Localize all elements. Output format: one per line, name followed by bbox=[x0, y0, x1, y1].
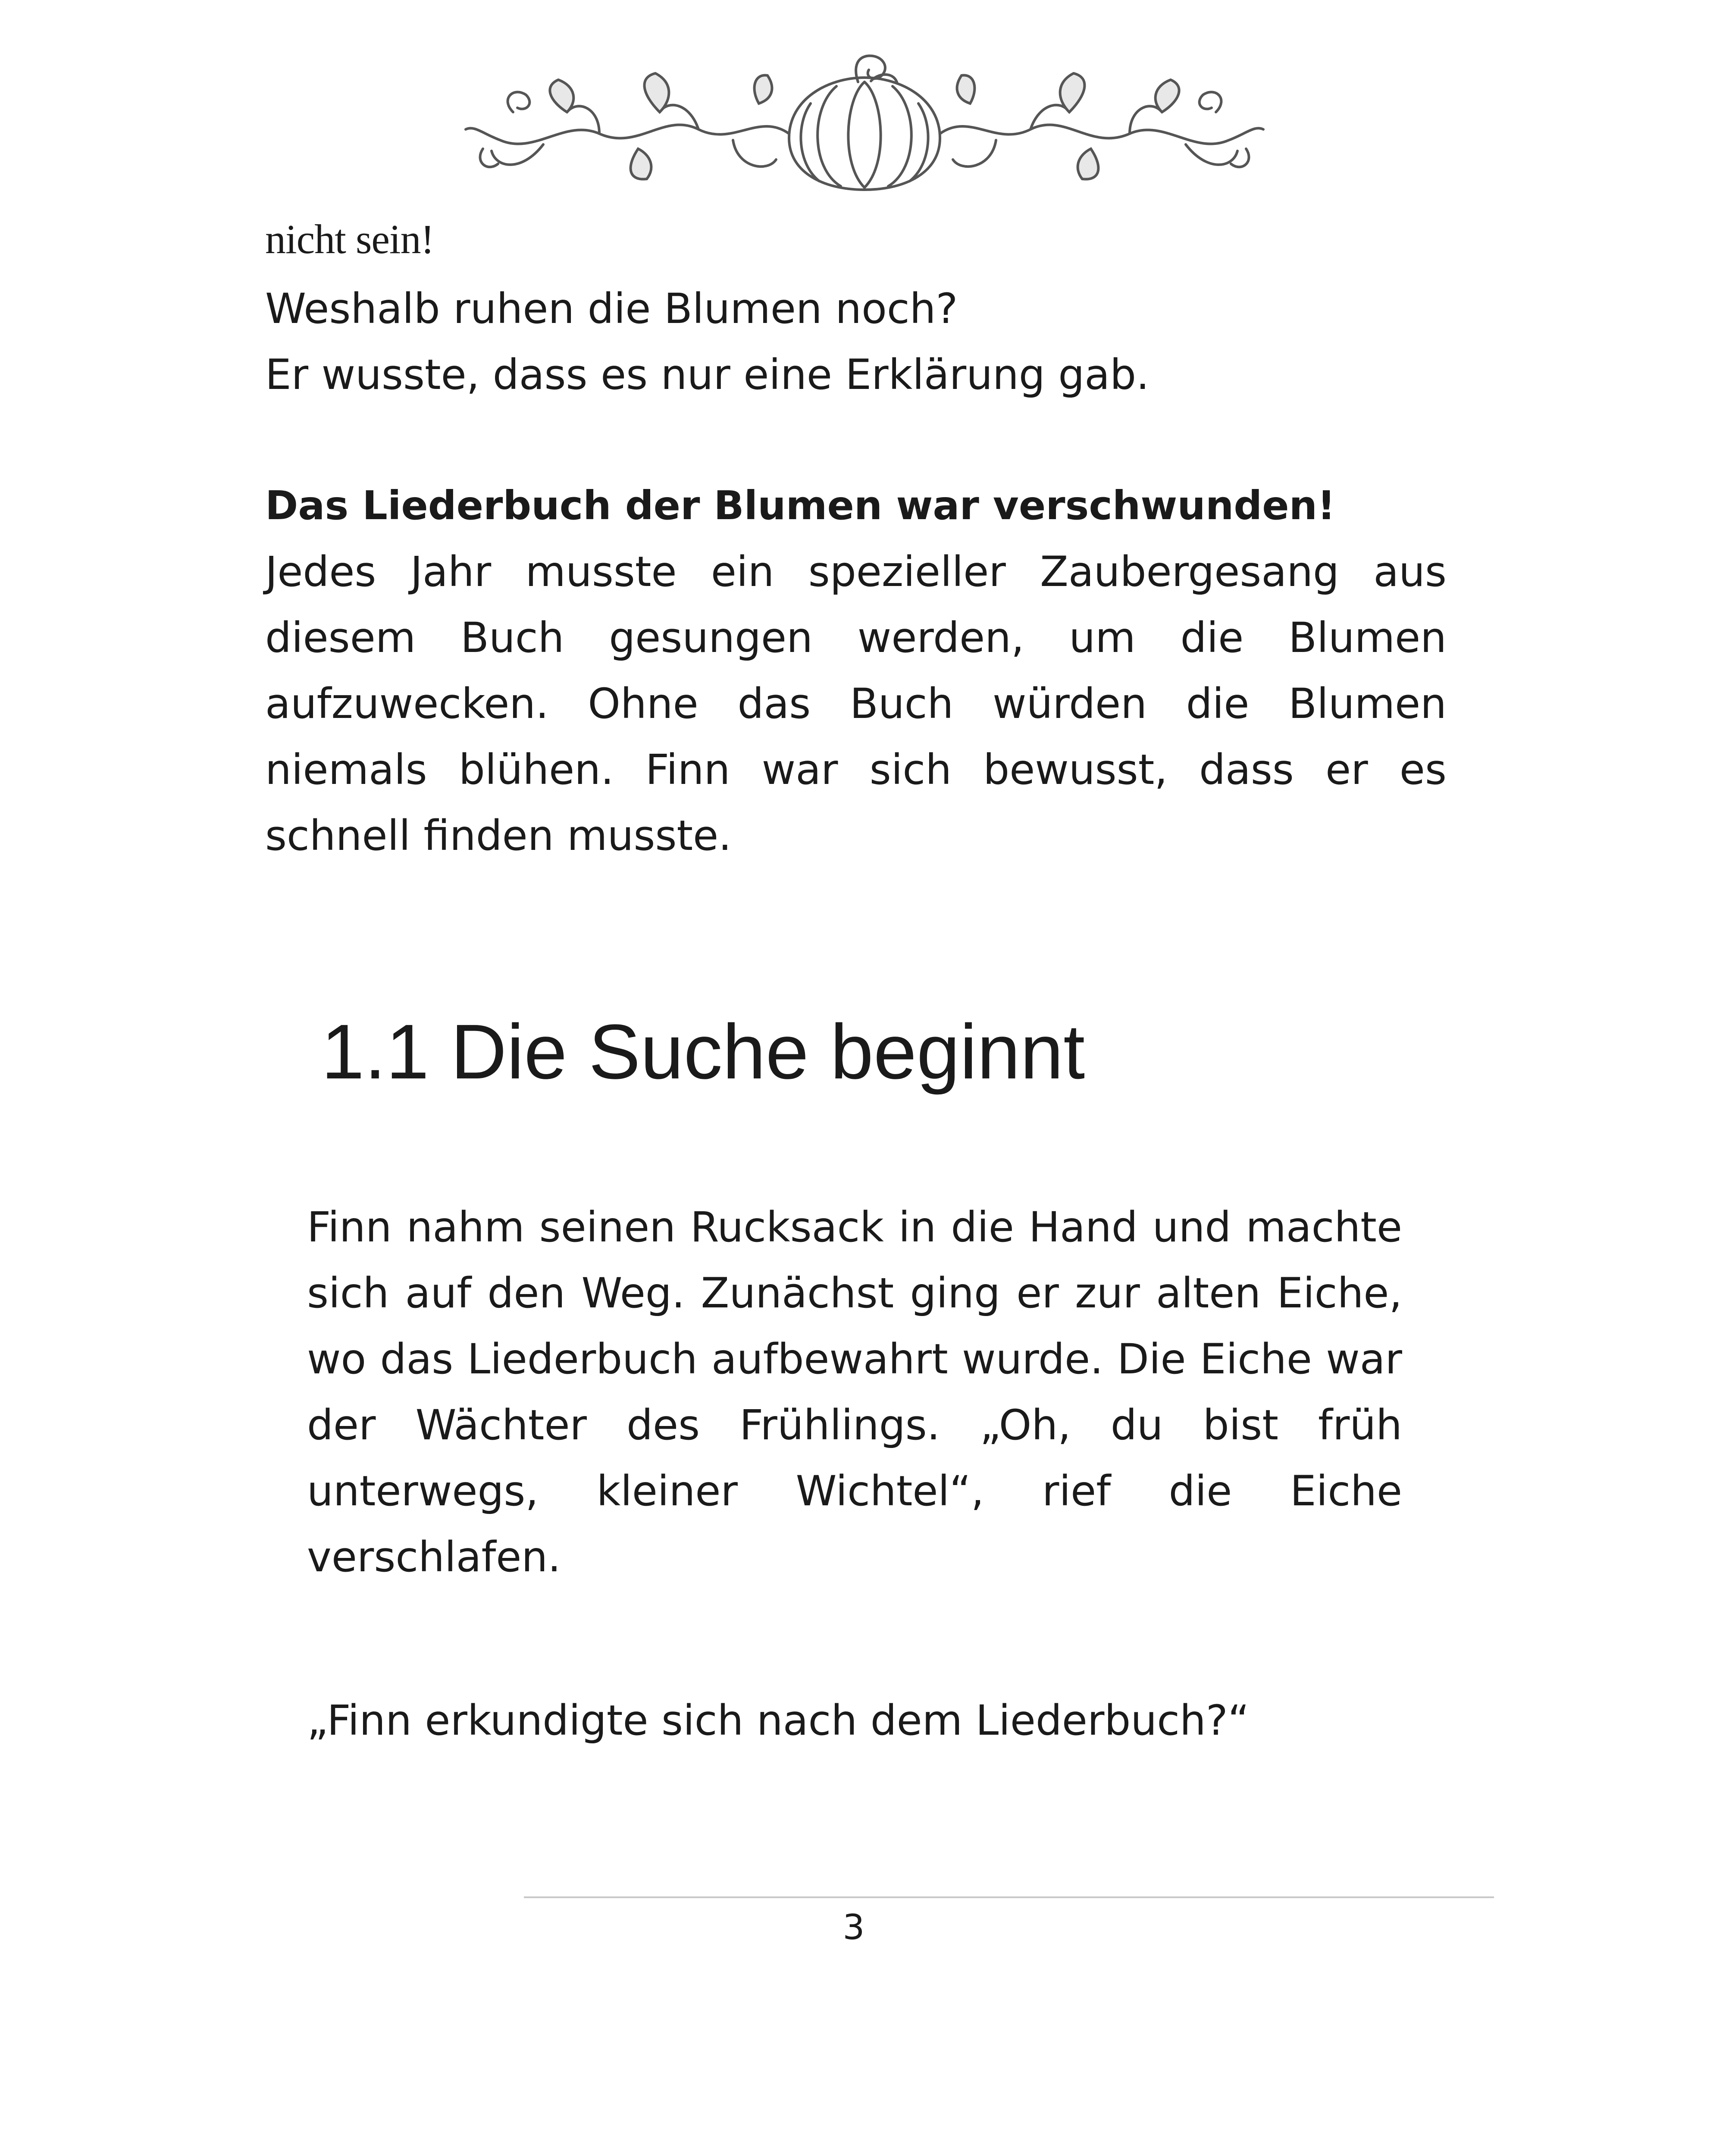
intro-line-3: Er wusste, dass es nur eine Erklärung gab. bbox=[265, 351, 1149, 399]
intro-paragraph: Jedes Jahr musste ein spezieller Zaubergesang aus diesem Buch gesungen werden, um die Blumen aufzuwecken. Ohne das Buch würden die Blumen niemals blühen. Finn war sich bewusst, dass er es schnell finden musste. bbox=[265, 548, 1447, 860]
bold-statement: Das Liederbuch der Blumen war verschwunden! bbox=[265, 483, 1336, 529]
intro-line-1: nicht sein! bbox=[265, 216, 434, 262]
page-number: 3 bbox=[843, 1907, 865, 1947]
pumpkin-vine-ornament-icon bbox=[457, 47, 1272, 194]
footer-divider bbox=[524, 1896, 1494, 1898]
chapter-paragraph: Finn nahm seinen Rucksack in die Hand und machte sich auf den Weg. Zunächst ging er zur alten Eiche, wo das Liederbuch aufbewahrt wurde. Die Eiche war der Wächter des Frühlings. „Oh, du bist früh unterwegs, kleiner Wichtel“, rief die Eiche verschlafen. bbox=[307, 1203, 1402, 1581]
chapter-heading: 1.1 Die Suche beginnt bbox=[321, 1009, 1085, 1095]
intro-line-2: Weshalb ruhen die Blumen noch? bbox=[265, 285, 958, 333]
chapter-quote: „Finn erkundigte sich nach dem Liederbuch?“ bbox=[307, 1696, 1250, 1745]
